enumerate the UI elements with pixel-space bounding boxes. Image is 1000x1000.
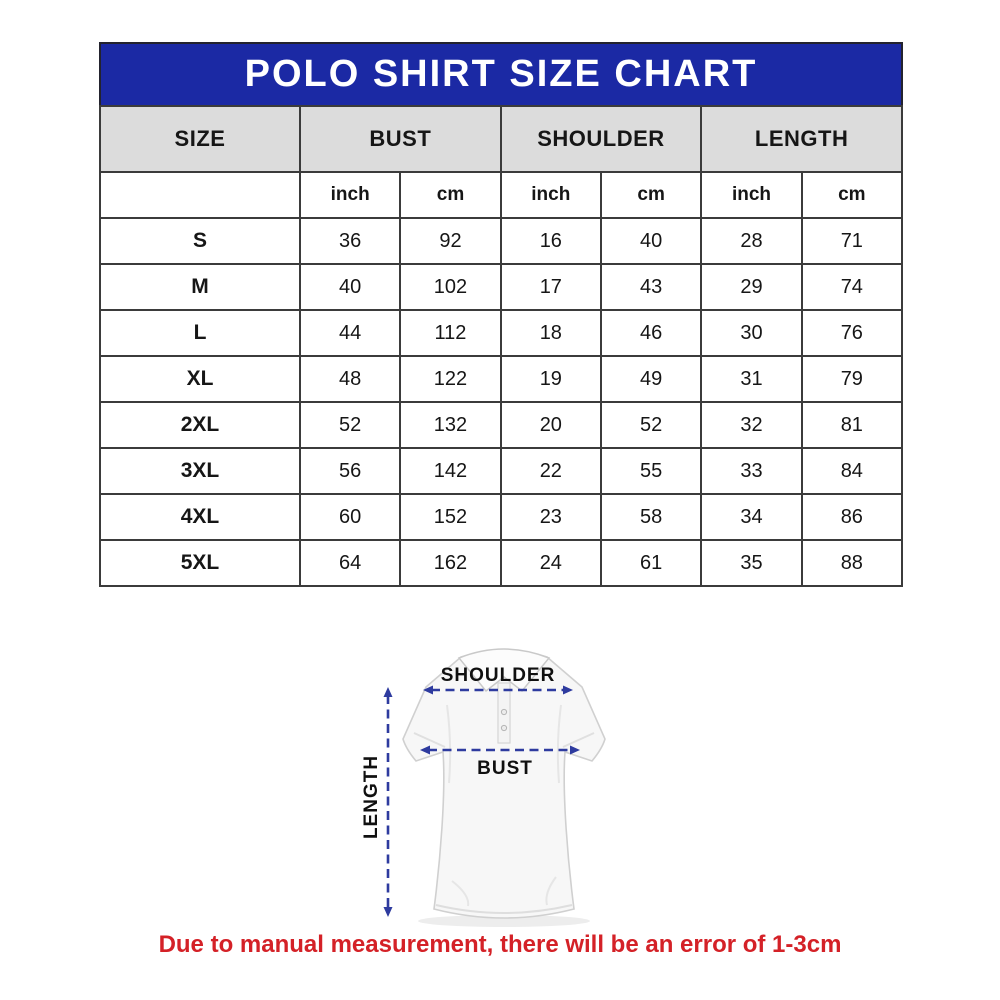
- column-header-shoulder: SHOULDER: [501, 106, 702, 172]
- cell-value: 152: [400, 494, 500, 540]
- cell-value: 19: [501, 356, 601, 402]
- cell-value: 112: [400, 310, 500, 356]
- table-row-l: [100, 310, 902, 356]
- table-row-2xl: [100, 402, 902, 448]
- length-arrowhead-bottom: [384, 907, 393, 917]
- cell-value: 142: [400, 448, 500, 494]
- row-size-label: L: [100, 310, 300, 356]
- cell-value: 74: [802, 264, 902, 310]
- cell-value: 23: [501, 494, 601, 540]
- cell-value: 132: [400, 402, 500, 448]
- unit-cell: inch: [300, 172, 400, 218]
- cell-value: 28: [701, 218, 801, 264]
- size-table: [99, 105, 903, 587]
- cell-value: 61: [601, 540, 701, 586]
- unit-spacer-cell: [100, 172, 300, 218]
- cell-value: 71: [802, 218, 902, 264]
- row-size-label: 2XL: [100, 402, 300, 448]
- table-row-xl: [100, 356, 902, 402]
- length-label: LENGTH: [361, 754, 383, 840]
- cell-value: 49: [601, 356, 701, 402]
- table-row-s: [100, 218, 902, 264]
- cell-value: 60: [300, 494, 400, 540]
- cell-value: 29: [701, 264, 801, 310]
- cell-value: 33: [701, 448, 801, 494]
- cell-value: 17: [501, 264, 601, 310]
- table-row-5xl: [100, 540, 902, 586]
- cell-value: 84: [802, 448, 902, 494]
- cell-value: 22: [501, 448, 601, 494]
- cell-value: 88: [802, 540, 902, 586]
- cell-value: 18: [501, 310, 601, 356]
- cell-value: 122: [400, 356, 500, 402]
- chart-title-banner: [99, 42, 903, 105]
- measurement-error-note: Due to manual measurement, there will be an error of 1-3cm: [158, 931, 842, 958]
- cell-value: 40: [300, 264, 400, 310]
- row-size-label: M: [100, 264, 300, 310]
- cell-value: 30: [701, 310, 801, 356]
- table-row-4xl: [100, 494, 902, 540]
- row-size-label: 4XL: [100, 494, 300, 540]
- cell-value: 20: [501, 402, 601, 448]
- cell-value: 76: [802, 310, 902, 356]
- row-size-label: 5XL: [100, 540, 300, 586]
- cell-value: 79: [802, 356, 902, 402]
- cell-value: 46: [601, 310, 701, 356]
- cell-value: 16: [501, 218, 601, 264]
- column-header-bust: BUST: [300, 106, 501, 172]
- cell-value: 56: [300, 448, 400, 494]
- cell-value: 34: [701, 494, 801, 540]
- length-arrowhead-top: [384, 687, 393, 697]
- column-header-size: SIZE: [100, 106, 300, 172]
- table-group-header-row: [100, 106, 902, 172]
- column-header-length: LENGTH: [701, 106, 902, 172]
- row-size-label: 3XL: [100, 448, 300, 494]
- cell-value: 52: [601, 402, 701, 448]
- cell-value: 31: [701, 356, 801, 402]
- cell-value: 52: [300, 402, 400, 448]
- unit-cell: cm: [400, 172, 500, 218]
- unit-cell: inch: [701, 172, 801, 218]
- button: [501, 709, 506, 714]
- cell-value: 58: [601, 494, 701, 540]
- cell-value: 24: [501, 540, 601, 586]
- cell-value: 32: [701, 402, 801, 448]
- polo-shirt-illustration: [350, 643, 670, 943]
- cell-value: 162: [400, 540, 500, 586]
- table-unit-header-row: [100, 172, 902, 218]
- cell-value: 86: [802, 494, 902, 540]
- table-row-m: [100, 264, 902, 310]
- cell-value: 92: [400, 218, 500, 264]
- cell-value: 40: [601, 218, 701, 264]
- table-row-3xl: [100, 448, 902, 494]
- cell-value: 44: [300, 310, 400, 356]
- cell-value: 81: [802, 402, 902, 448]
- button: [501, 725, 506, 730]
- cell-value: 36: [300, 218, 400, 264]
- bust-label: BUST: [477, 758, 533, 779]
- unit-cell: cm: [802, 172, 902, 218]
- cell-value: 43: [601, 264, 701, 310]
- unit-cell: inch: [501, 172, 601, 218]
- shoulder-label: SHOULDER: [440, 665, 556, 686]
- polo-shirt-measurement-diagram: [350, 643, 670, 943]
- row-size-label: S: [100, 218, 300, 264]
- unit-cell: cm: [601, 172, 701, 218]
- cell-value: 48: [300, 356, 400, 402]
- cell-value: 102: [400, 264, 500, 310]
- page-title: POLO SHIRT SIZE CHART: [244, 53, 758, 95]
- size-chart-block: [99, 42, 903, 587]
- cell-value: 35: [701, 540, 801, 586]
- row-size-label: XL: [100, 356, 300, 402]
- cell-value: 64: [300, 540, 400, 586]
- cell-value: 55: [601, 448, 701, 494]
